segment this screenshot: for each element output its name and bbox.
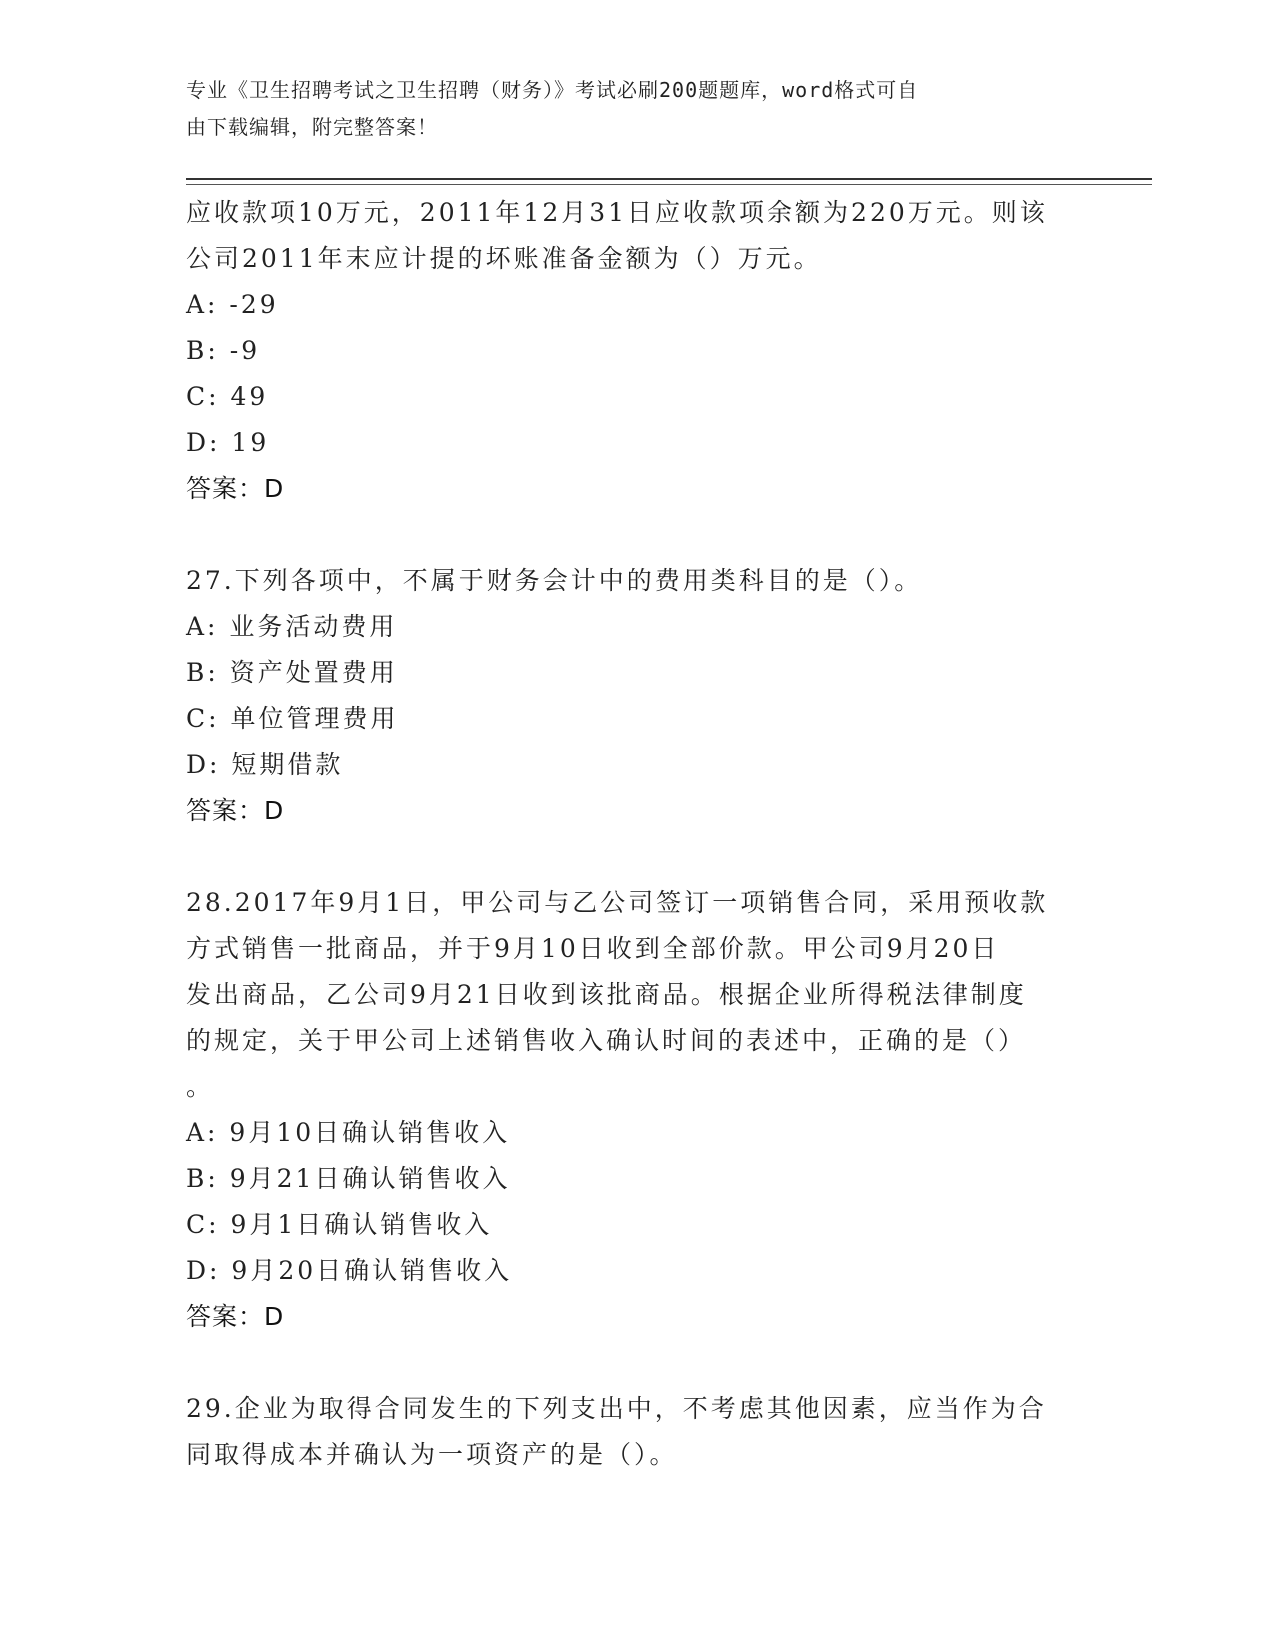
question-26 (186, 190, 1086, 512)
answer: 答案：D (186, 1302, 285, 1331)
option-d: D: 19 (186, 428, 270, 457)
header-line-2: 由下载编辑，附完整答案！ (186, 115, 438, 139)
question-29 (186, 1386, 1086, 1478)
question-27 (186, 558, 1086, 834)
header-divider-thin (186, 184, 1152, 185)
question-stem: 27.下列各项中，不属于财务会计中的费用类科目的是（）。 (186, 566, 923, 595)
question-stem: 发出商品，乙公司9月21日收到该批商品。根据企业所得税法律制度 (186, 980, 1027, 1009)
question-stem: 的规定，关于甲公司上述销售收入确认时间的表述中，正确的是（） (186, 1026, 1027, 1055)
option-c: C: 49 (186, 382, 269, 411)
spacer (186, 1340, 1086, 1386)
answer: 答案：D (186, 474, 285, 503)
option-b: B: 9月21日确认销售收入 (186, 1164, 511, 1193)
document-body (186, 190, 1086, 1478)
header-line-1: 专业《卫生招聘考试之卫生招聘（财务）》考试必刷200题题库，word格式可自 (186, 78, 919, 102)
option-c: C: 单位管理费用 (186, 704, 399, 733)
option-b: B: 资产处置费用 (186, 658, 398, 687)
spacer (186, 834, 1086, 880)
question-stem: 。 (186, 1072, 215, 1101)
option-a: A: -29 (186, 290, 279, 319)
question-stem: 方式销售一批商品，并于9月10日收到全部价款。甲公司9月20日 (186, 934, 1000, 963)
question-stem: 应收款项10万元，2011年12月31日应收款项余额为220万元。则该 (186, 198, 1048, 227)
question-stem: 28.2017年9月1日，甲公司与乙公司签订一项销售合同，采用预收款 (186, 888, 1049, 917)
question-28 (186, 880, 1086, 1340)
option-d: D: 9月20日确认销售收入 (186, 1256, 513, 1285)
option-d: D: 短期借款 (186, 750, 344, 779)
option-c: C: 9月1日确认销售收入 (186, 1210, 493, 1239)
document-header (186, 72, 1066, 146)
spacer (186, 512, 1086, 558)
question-stem: 同取得成本并确认为一项资产的是（）。 (186, 1440, 678, 1469)
option-a: A: 业务活动费用 (186, 612, 398, 641)
question-stem: 29.企业为取得合同发生的下列支出中，不考虑其他因素，应当作为合 (186, 1394, 1047, 1423)
answer: 答案：D (186, 796, 285, 825)
question-stem: 公司2011年末应计提的坏账准备金额为（）万元。 (186, 244, 822, 273)
option-a: A: 9月10日确认销售收入 (186, 1118, 511, 1147)
option-b: B: -9 (186, 336, 261, 365)
header-divider-thick (186, 178, 1152, 180)
